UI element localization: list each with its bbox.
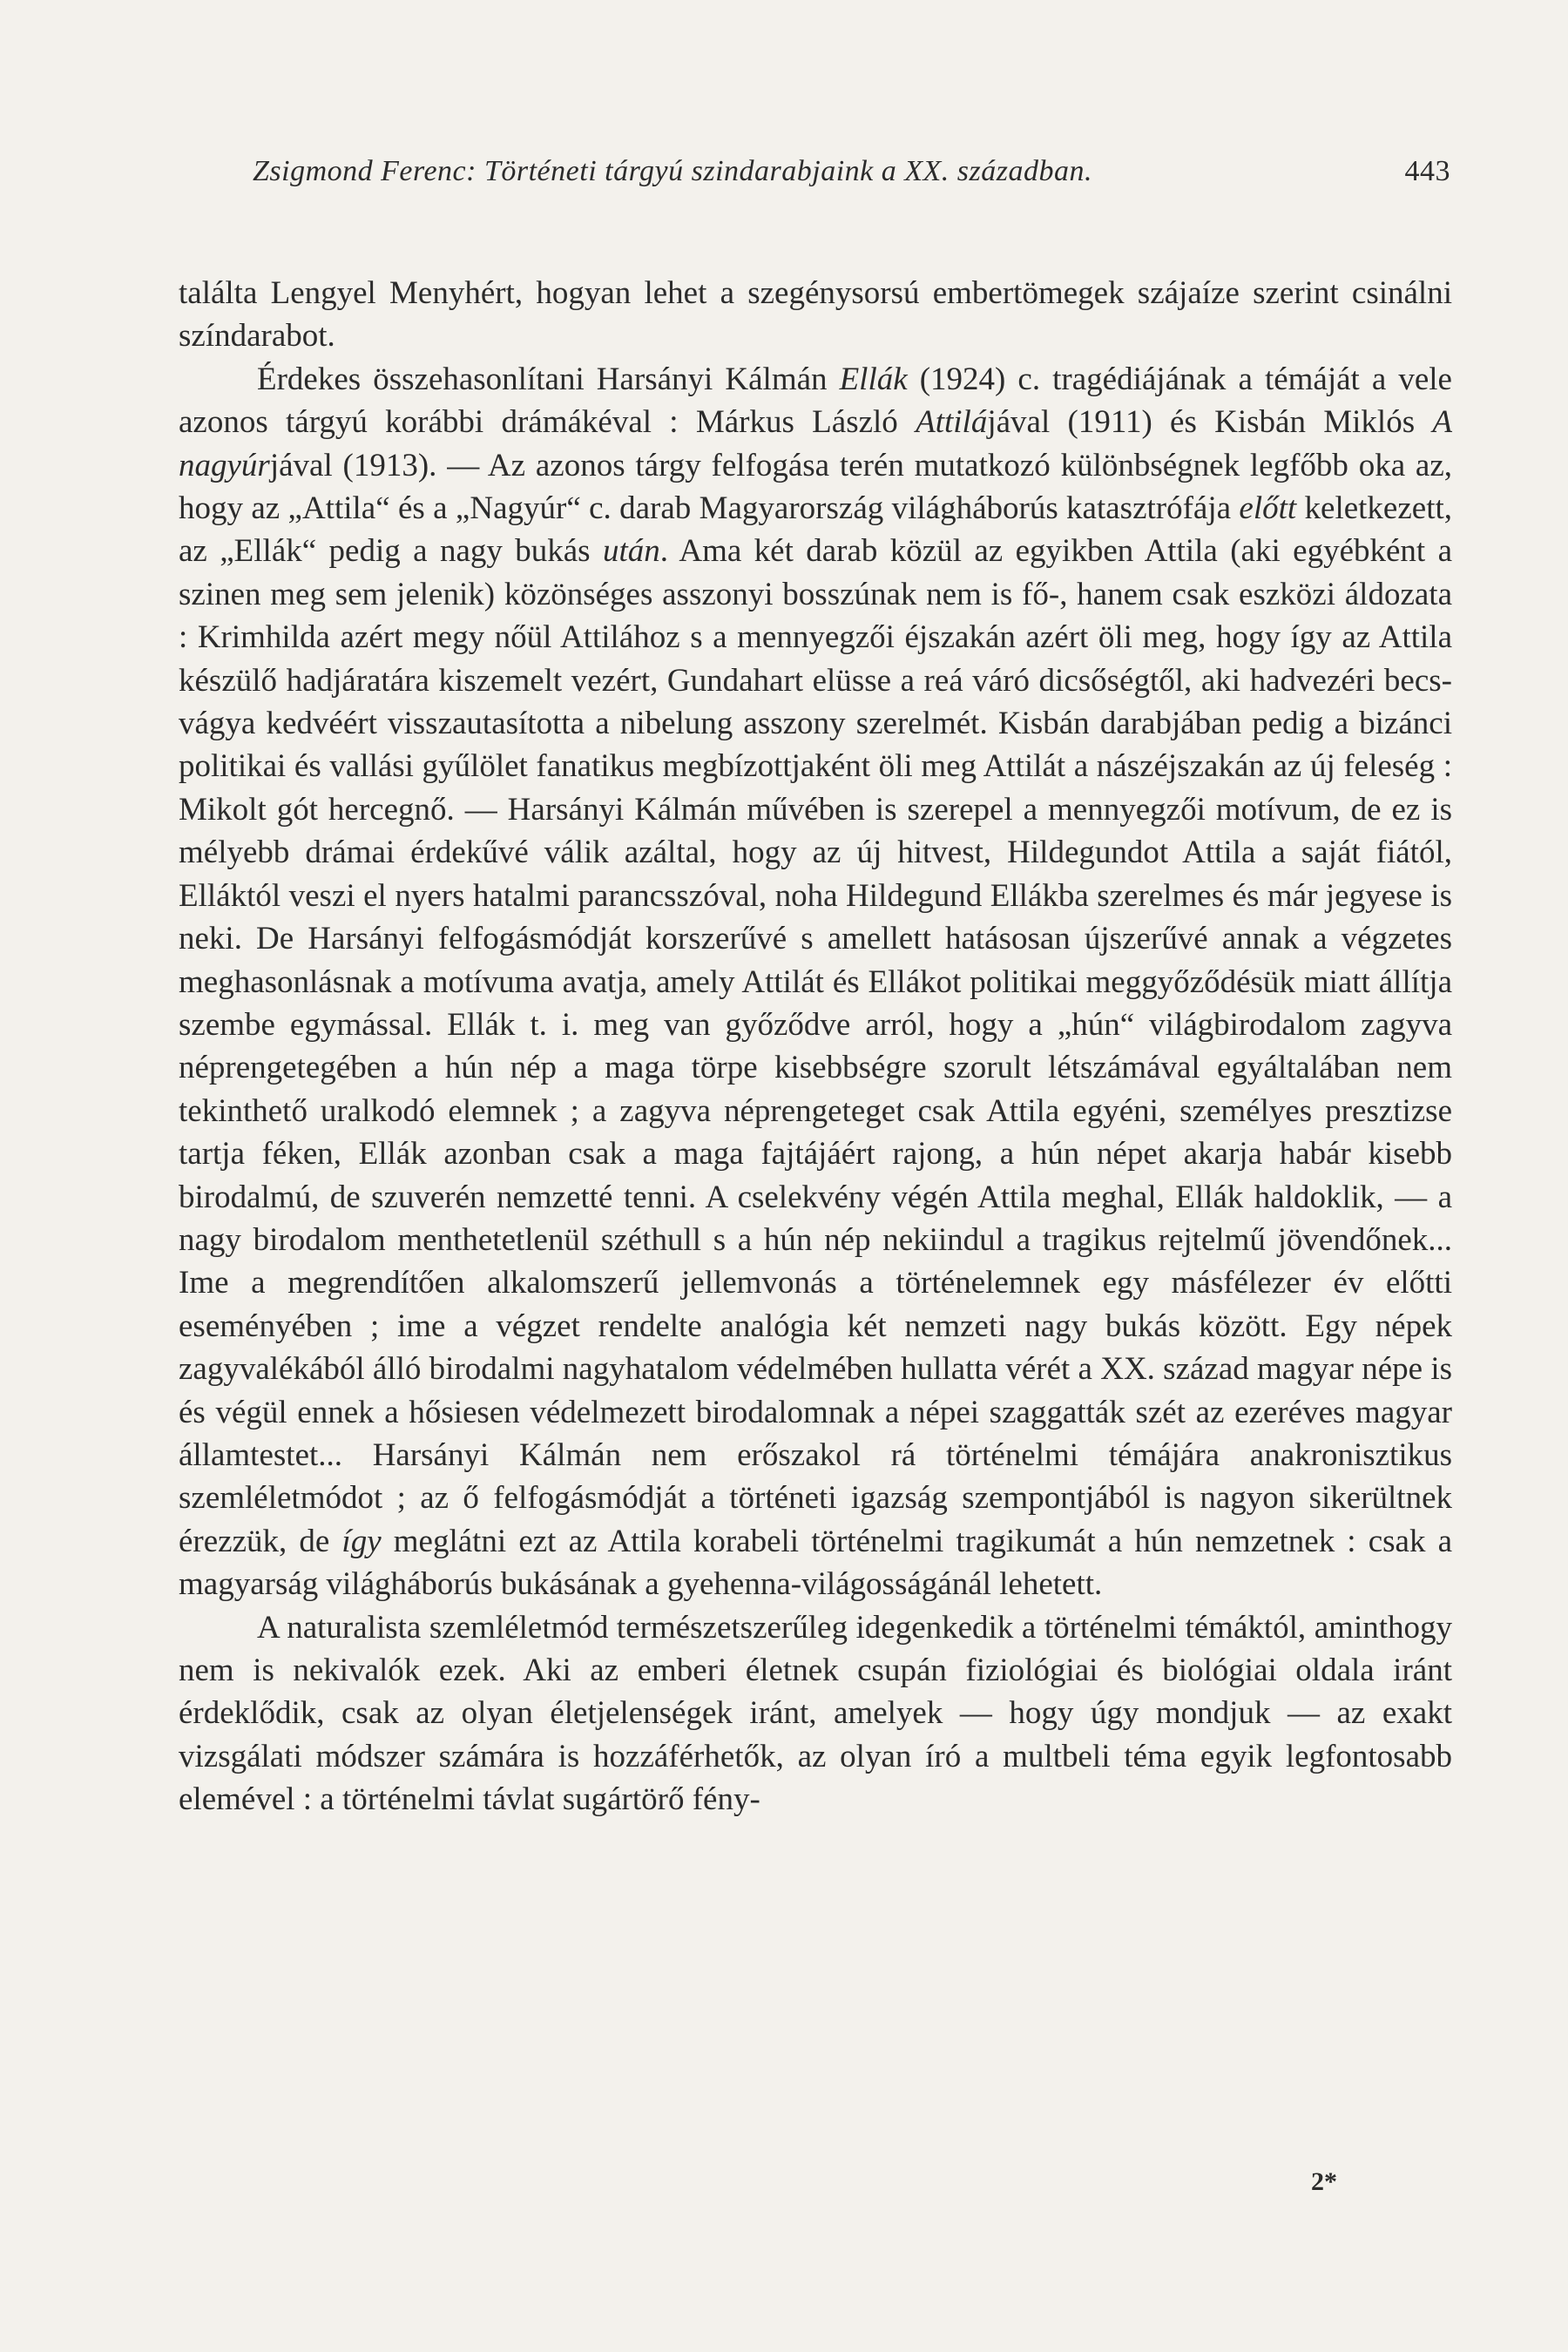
italic-text: így xyxy=(341,1523,382,1559)
italic-text: Attilá xyxy=(916,404,988,441)
running-header xyxy=(253,155,1450,188)
page-number: 443 xyxy=(1404,155,1450,187)
paragraph xyxy=(179,1606,1452,1821)
italic-text: előtt xyxy=(1239,490,1297,527)
italic-text: után xyxy=(602,533,660,570)
text-run: találta Lengyel Menyhért, hogyan lehet a szegénysorsú embertömegek szájaíze szerint csinálni színdarabot. xyxy=(179,275,1452,355)
text-run: keletkezett, az „Ellák“ pedig a nagy bukás xyxy=(179,490,1452,570)
text-run: A naturalista szemléletmód természetszerűleg idegenkedik a történelmi témáktól, aminthogy nem is nekivalók ezek. Aki az emberi életnek csupán fiziológiai és biológiai oldala iránt érdeklődik, csak az olyan életjelenségek iránt, amelyek — hogy úgy mondjuk — az exakt vizsgálati módszer számára is hozzáférhetők, az olyan író a multbeli téma egyik legfontosabb elemével : a történelmi távlat sugártörő fény- xyxy=(179,1609,1452,1818)
paragraph xyxy=(179,358,1452,1606)
running-title: Zsigmond Ferenc: Történeti tárgyú szindarabjaink a XX. században. xyxy=(253,155,1092,187)
text-run: meglátni ezt az Attila korabeli történelmi tragikumát a hún nemzetnek : csak a magyarság világháborús bukásának a gyehenna-világosságánál lehetett. xyxy=(179,1523,1452,1603)
text-run: jával (1913). — Az azonos tárgy felfogása terén mutatkozó különbségnek legfőbb oka az, hogy az „Attila“ és a „Nagyúr“ c. darab Magyarország világháborús katasztrófája xyxy=(179,447,1452,527)
text-run: jával (1911) és Kisbán Miklós xyxy=(987,404,1433,441)
text-run: . Ama két darab közül az egyikben Attila (aki egyébként a szinen meg sem jelenik) közönséges asszonyi bosszúnak nem is fő-, hanem csak eszközi áldozata : Krimhilda azért megy nőül Attilához s a mennyegzői éjszakán azért öli meg, hogy így az Attila készülő hadjáratára kiszemelt vezért, Gundahart elüsse a reá váró dicsőségtől, aki hadvezéri becsvágya kedvéért visszautasította a nibelung asszony szerelmét. Kisbán darabjában pedig a bizánci politikai és vallási gyűlölet fanatikus megbízottjaként öli meg Attilát a nászéjszakán az új feleség : Mikolt gót hercegnő. — Harsányi Kálmán művében is szerepel a mennyegzői motívum, de ez is mélyebb drámai érdekűvé válik azáltal, hogy az új hitvest, Hildegundot Attila a saját fiától, Elláktól veszi el nyers hatalmi parancsszóval, noha Hildegund Ellákba szerelmes és már jegyese is neki. De Harsányi felfogásmódját korszerűvé s amellett hatásosan újszerűvé annak a végzetes meghasonlásnak a motívuma avatja, amely Attilát és Ellákot politikai meggyőződésük miatt állítja szembe egymással. Ellák t. i. meg van győződve arról, hogy a „hún“ világbirodalom zagyva néprengetegében a hún nép a maga törpe kisebbségre szorult létszámával egyáltalában nem tekinthető uralkodó elemnek ; a zagyva néprengeteget csak Attila egyéni, személyes presztizse tartja féken, Ellák azonban csak a maga fajtájáért rajong, a hún népet akarja habár kisebb birodalmú, de szuverén nemzetté tenni. A cselekvény végén Attila meghal, Ellák haldoklik, — a nagy birodalom menthetetlenül széthull s a hún nép nekiindul a tragikus rejtelmű jövendőnek... Ime a megrendítően alkalomszerű jellemvonás a történelemnek egy másfélezer év előtti eseményében ; ime a végzet rendelte analógia két nemzeti nagy bukás között. Egy népek zagyvalékából álló birodalmi nagyhatalom védelmében hullatta vérét a XX. század magyar népe is és végül ennek a hősiesen védelmezett birodalomnak a népei szaggatták szét az ezeréves magyar államtestet... Harsányi Kálmán nem erőszakol rá történelmi témájára anakronisztikus szemléletmódot ; az ő felfogásmódját a történeti igazság szempontjából is nagyon sikerültnek érezzük, de xyxy=(179,533,1453,1559)
italic-text: A nagyúr xyxy=(179,404,1452,483)
body-text xyxy=(179,272,1452,1821)
text-run: Érdekes összehasonlítani Harsányi Kálmán xyxy=(257,361,840,397)
paragraph xyxy=(179,272,1452,358)
italic-text: Ellák xyxy=(839,361,908,397)
signature-mark: 2* xyxy=(1311,2167,1337,2196)
text-run: (1924) c. tragédiájának a témáját a vele azonos tárgyú korábbi drámákéval : Márkus László xyxy=(179,361,1452,441)
